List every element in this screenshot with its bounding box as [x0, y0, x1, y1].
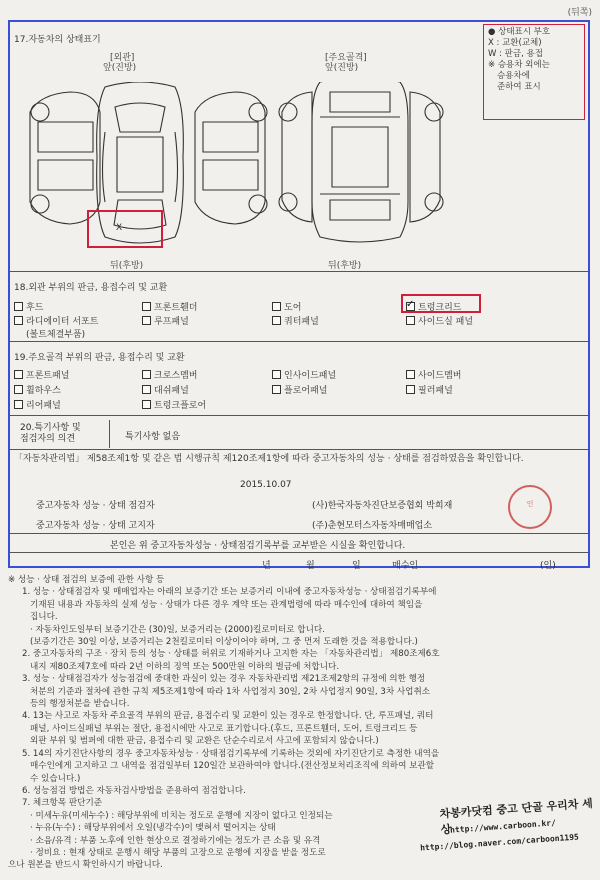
check-trunk-lid[interactable]: ✓ 트렁크리드 [406, 300, 461, 313]
note-line: 매수인에게 고지하고 그 내역을 점검일부터 120일간 보관하여야 합니다.(전산정보처리조직에 의하여 보관할 [30, 761, 435, 772]
checkbox-door[interactable] [272, 302, 281, 311]
exterior-front-label: 앞(진방) [103, 63, 137, 73]
note-line: 외판 부위 및 범퍼에 대한 판금, 용접수리 및 교환은 단순수리로서 사고에 포함되지 않습니다.) [30, 736, 379, 747]
checkbox-quarter-panel[interactable] [272, 316, 281, 325]
checkbox-hood[interactable] [14, 302, 23, 311]
inspection-date: 2015.10.07 [240, 480, 292, 490]
section-19-title: 19.주요골격 부위의 판금, 용접수리 및 교환 [14, 353, 185, 363]
note-line: 1. 성능 · 상태점검자 및 매매업자는 아래의 보증기간 또는 보증거리 이내에 중고자동차성능 · 상태점검기록부에 [22, 587, 437, 598]
inspector-value: (사)한국자동차진단보증협회 박희재 [312, 501, 453, 511]
section-20-label: 20.특기사항 및 점검자의 의견 [10, 420, 110, 448]
checkbox-side-sill-panel[interactable] [406, 316, 415, 325]
year-label: 년 [262, 561, 271, 571]
note-line: 기재된 내용과 자동차의 실제 성능 · 상태가 다른 경우 계약 또는 관계법령에 따라 매수인에 대하여 책임을 [30, 599, 423, 610]
legend-title: ● 상태표시 부호 [488, 27, 551, 37]
checkbox-roof-panel[interactable] [142, 316, 151, 325]
law-statement: 「자동차관리법」 제58조제1항 및 같은 법 시행규칙 제120조제1항에 따라 중고자동차의 성능 · 상태를 점검하였음을 확인합니다. [14, 454, 524, 464]
frame-center [312, 82, 408, 242]
status-legend [483, 24, 585, 120]
check-floor-panel[interactable]: 플로어패널 [272, 383, 327, 396]
note-line: · 누유(누수) : 해당부위에서 오일(냉각수)이 맺혀서 떨어지는 상태 [30, 823, 276, 834]
legend-note-3: 준하여 표시 [497, 82, 541, 92]
check-wheel-house[interactable]: 휠하우스 [14, 383, 61, 396]
checkbox-pillar-panel[interactable] [406, 385, 415, 394]
check-pillar-panel[interactable]: 필러패널 [406, 383, 453, 396]
trunk-lid-highlight-box [401, 294, 481, 313]
exterior-right-side [195, 92, 267, 224]
check-cross-member[interactable]: 크로스멤버 [142, 368, 197, 381]
trunk-highlight-box [87, 210, 163, 248]
legend-note-2: 승용차에 [497, 71, 530, 81]
legend-w: W : 판금, 용접 [488, 49, 543, 59]
section-17-vehicle-status [10, 22, 588, 272]
exterior-left-side [30, 92, 100, 224]
ymd-divider [10, 552, 588, 553]
section-19-frame-repair [10, 344, 588, 416]
inspector-label: 중고자동차 성능 · 상태 점검자 [36, 501, 155, 511]
checkbox-dash-panel[interactable] [142, 385, 151, 394]
note-line: 3. 성능 · 상태점검자가 성능점검에 중대한 과실이 있는 경우 자동차관리법 제21조제2항의 규정에 의한 행정 [22, 674, 426, 685]
note-line: · 미세누유(미세누수) : 해당부위에 비치는 정도로 운행에 지장이 없다고 인정되는 [30, 810, 333, 821]
note-line: 4. 13는 사고로 자동차 주요골격 부위의 판금, 용접수리 및 교환이 있는 경우로 한정합니다. 단, 루프패널, 쿼터 [22, 711, 434, 722]
check-roof-panel[interactable]: 루프패널 [142, 314, 189, 327]
note-line: 7. 체크항목 판단기준 [22, 798, 103, 809]
note-line: 수 있습니다.) [30, 773, 81, 784]
note-line: 패널, 사이드실패널 부위는 절단, 용접시에만 사고로 표기합니다.(후드, 프론트휀더, 도어, 트렁크리드 등 [30, 723, 418, 734]
checkbox-wheel-house[interactable] [14, 385, 23, 394]
confirm-divider [10, 533, 588, 534]
check-dash-panel[interactable]: 대쉬패널 [142, 383, 189, 396]
notes-heading: ※ 성능 · 상태 점검의 보증에 관한 사항 등 [8, 575, 165, 585]
note-line: 집니다. [30, 612, 58, 623]
watermark-title: 차봉카닷컴 중고 단골 우리차 세상 [439, 796, 594, 837]
exterior-rear-label: 뒤(후방) [110, 261, 144, 271]
check-side-member[interactable]: 사이드멤버 [406, 368, 461, 381]
seal-stamp: 인 [508, 485, 552, 529]
checkbox-side-member[interactable] [406, 370, 415, 379]
watermark-url-blog: http://blog.naver.com/carboon1195 [419, 832, 580, 853]
note-line: 내지 제80조제7호에 따라 2년 이하의 징역 또는 500만원 이하의 벌금에 처합니다. [30, 661, 340, 672]
note-line: 으나 원본을 반드시 확인하시기 바랍니다. [8, 860, 163, 871]
checkbox-cross-member[interactable] [142, 370, 151, 379]
x-mark-trunk: X [116, 223, 123, 233]
note-line: · 소음/유격 : 부품 노후에 인한 현상으로 결정하기에는 정도가 큰 소음 및 유격 [30, 835, 321, 846]
section-20-divider [10, 449, 588, 450]
frame-front-label: 앞(진방) [325, 63, 359, 73]
frame-left-side [279, 92, 312, 222]
check-door[interactable]: 도어 [272, 300, 301, 313]
checkbox-front-panel[interactable] [14, 370, 23, 379]
note-line: 등의 행정처분을 받습니다. [30, 699, 130, 710]
section-18-exterior-repair [10, 274, 588, 342]
watermark-url-site: http://www.carboon.kr/ [449, 818, 557, 835]
day-label: 일 [352, 561, 361, 571]
check-trunk-floor[interactable]: 트렁크플로어 [142, 398, 206, 411]
note-line: 6. 성능점검 방법은 자동차검사방법을 준용하여 점검합니다. [22, 785, 246, 796]
frame-rear-label: 뒤(후방) [328, 261, 362, 271]
check-side-sill-panel[interactable]: 사이드실 패널 [406, 314, 473, 327]
checkbox-floor-panel[interactable] [272, 385, 281, 394]
checkbox-radiator-support[interactable] [14, 316, 23, 325]
note-line: 5. 14의 자기진단사항의 경우 중고자동차성능 · 상태점검기록부에 기록하는 것외에 자기진단기로 측정한 내역을 [22, 748, 440, 759]
note-line: · 자동차인도일부터 보증기간은 (30)일, 보증거리는 (2000)킬로미터로 합니다. [30, 624, 325, 635]
legend-note-1: ※ 승용차 외에는 [488, 60, 550, 70]
check-hood[interactable]: 후드 [14, 300, 43, 313]
back-side-mark: (뒤쪽) [567, 8, 592, 18]
note-line: · 정비요 : 현재 상태로 운행시 해당 부품의 고장으로 운행에 지장을 받을 정도로 [30, 847, 326, 858]
confirm-statement: 본인은 위 중고자동차성능 · 상태점검기록부를 교부받은 시실을 확인합니다. [110, 541, 406, 551]
checkbox-rear-panel[interactable] [14, 400, 23, 409]
legend-x: X : 교환(교체) [488, 38, 542, 48]
section-17-title: 17.자동차의 상태표기 [14, 35, 101, 45]
buyer-seal-label: (인) [540, 561, 556, 571]
note-line: 2. 중고자동차의 구조 · 장치 등의 성능 · 상태를 허위로 기재하거나 고지한 자는 「자동차관리법」 제80조제6호 [22, 649, 440, 660]
frame-label: [주요골격] [325, 53, 367, 63]
section-18-title: 18.외관 부위의 판금, 용접수리 및 교환 [14, 283, 168, 293]
exterior-label: [외관] [110, 53, 135, 63]
buyer-label: 매수인 [392, 561, 419, 571]
checkbox-inside-panel[interactable] [272, 370, 281, 379]
note-line: (보증기간은 30일 이상, 보증거리는 2천킬로미터 이상이어야 하며, 그 중 먼저 도래한 것을 적용합니다.) [30, 637, 418, 648]
section-20-value: 특기사항 없음 [125, 432, 181, 442]
frame-right-side [410, 92, 443, 222]
checkbox-front-fender[interactable] [142, 302, 151, 311]
check-front-fender[interactable]: 프론트휀더 [142, 300, 197, 313]
check-inside-panel[interactable]: 인사이드패널 [272, 368, 336, 381]
notifier-label: 중고자동차 성능 · 상태 고지자 [36, 521, 155, 531]
note-line: 처분의 기준과 절차에 관한 규칙 제5조제1항에 따라 1차 사업정지 30일, 2차 사업정지 90일, 3차 사업취소 [30, 686, 431, 697]
notifier-value: (주)춘현모터스자동차매매업소 [312, 521, 433, 531]
checkbox-trunk-floor[interactable] [142, 400, 151, 409]
check-quarter-panel[interactable]: 쿼터패널 [272, 314, 319, 327]
month-label: 월 [306, 561, 315, 571]
check-front-panel[interactable]: 프론트패널 [14, 368, 69, 381]
check-radiator-support[interactable]: 라디에이터 서포트 (볼트체결부품) [14, 314, 134, 340]
check-rear-panel[interactable]: 리어패널 [14, 398, 61, 411]
